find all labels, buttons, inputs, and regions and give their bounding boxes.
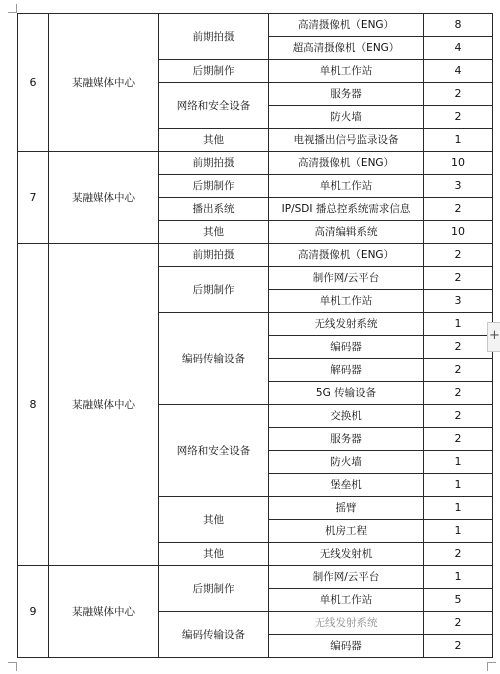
category-cell: 其他: [159, 497, 269, 543]
category-cell: 后期制作: [159, 60, 269, 83]
quantity-cell: 1: [424, 313, 493, 336]
category-cell: 网络和安全设备: [159, 83, 269, 129]
equipment-name-cell: 高清编辑系统: [269, 221, 424, 244]
equipment-name-cell: 电视播出信号监录设备: [269, 129, 424, 152]
equipment-name-cell: 5G 传输设备: [269, 382, 424, 405]
category-cell: 其他: [159, 221, 269, 244]
row-index-cell: 6: [18, 14, 49, 152]
equipment-name-cell: 高清摄像机（ENG）: [269, 14, 424, 37]
equipment-name-cell: 制作网/云平台: [269, 267, 424, 290]
quantity-cell: 1: [424, 520, 493, 543]
quantity-cell: 4: [424, 37, 493, 60]
equipment-name-cell: 编码器: [269, 336, 424, 359]
equipment-name-cell: 高清摄像机（ENG）: [269, 244, 424, 267]
category-cell: 编码传输设备: [159, 612, 269, 658]
quantity-cell: 2: [424, 612, 493, 635]
page-corner-mark: [8, 662, 17, 671]
page-corner-mark: [8, 4, 17, 13]
equipment-name-cell: 堡垒机: [269, 474, 424, 497]
plus-icon: +: [489, 328, 500, 343]
quantity-cell: 1: [424, 566, 493, 589]
table-row: [18, 566, 493, 589]
equipment-name-cell: 防火墙: [269, 106, 424, 129]
row-index-cell: 9: [18, 566, 49, 658]
quantity-cell: 5: [424, 589, 493, 612]
category-cell: 播出系统: [159, 198, 269, 221]
quantity-cell: 4: [424, 60, 493, 83]
page-corner-mark: [487, 662, 496, 671]
equipment-name-cell: 高清摄像机（ENG）: [269, 152, 424, 175]
quantity-cell: 1: [424, 129, 493, 152]
equipment-name-cell: 超高清摄像机（ENG）: [269, 37, 424, 60]
quantity-cell: 2: [424, 405, 493, 428]
organization-cell: 某融媒体中心: [49, 14, 159, 152]
quantity-cell: 2: [424, 543, 493, 566]
equipment-name-cell: 无线发射系统: [269, 612, 424, 635]
table-row: [18, 244, 493, 267]
quantity-cell: 2: [424, 359, 493, 382]
quantity-cell: 3: [424, 290, 493, 313]
row-index-cell: 8: [18, 244, 49, 566]
quantity-cell: 2: [424, 83, 493, 106]
quantity-cell: 2: [424, 198, 493, 221]
equipment-name-cell: 服务器: [269, 428, 424, 451]
equipment-name-cell: 交换机: [269, 405, 424, 428]
quantity-cell: 2: [424, 382, 493, 405]
quantity-cell: 1: [424, 451, 493, 474]
quantity-cell: 1: [424, 497, 493, 520]
row-index-cell: 7: [18, 152, 49, 244]
organization-cell: 某融媒体中心: [49, 152, 159, 244]
category-cell: 后期制作: [159, 566, 269, 612]
organization-cell: 某融媒体中心: [49, 244, 159, 566]
equipment-name-cell: 单机工作站: [269, 175, 424, 198]
table-row: [18, 152, 493, 175]
equipment-name-cell: 解码器: [269, 359, 424, 382]
equipment-name-cell: 单机工作站: [269, 589, 424, 612]
quantity-cell: 10: [424, 152, 493, 175]
equipment-name-cell: 摇臂: [269, 497, 424, 520]
quantity-cell: 10: [424, 221, 493, 244]
category-cell: 其他: [159, 543, 269, 566]
equipment-name-cell: 无线发射机: [269, 543, 424, 566]
category-cell: 前期拍摄: [159, 14, 269, 60]
equipment-name-cell: 单机工作站: [269, 60, 424, 83]
category-cell: 前期拍摄: [159, 152, 269, 175]
equipment-table: [17, 13, 493, 658]
quantity-cell: 2: [424, 267, 493, 290]
equipment-name-cell: 单机工作站: [269, 290, 424, 313]
category-cell: 编码传输设备: [159, 313, 269, 405]
quantity-cell: 2: [424, 244, 493, 267]
category-cell: 前期拍摄: [159, 244, 269, 267]
category-cell: 后期制作: [159, 267, 269, 313]
table-row: [18, 14, 493, 37]
quantity-cell: 2: [424, 106, 493, 129]
quantity-cell: 1: [424, 474, 493, 497]
equipment-name-cell: 机房工程: [269, 520, 424, 543]
quantity-cell: 2: [424, 428, 493, 451]
category-cell: 网络和安全设备: [159, 405, 269, 497]
quantity-cell: 2: [424, 635, 493, 658]
category-cell: 其他: [159, 129, 269, 152]
category-cell: 后期制作: [159, 175, 269, 198]
equipment-name-cell: 服务器: [269, 83, 424, 106]
equipment-name-cell: 制作网/云平台: [269, 566, 424, 589]
organization-cell: 某融媒体中心: [49, 566, 159, 658]
equipment-name-cell: IP/SDI 播总控系统需求信息: [269, 198, 424, 221]
add-panel-tab[interactable]: [487, 322, 500, 352]
equipment-name-cell: 编码器: [269, 635, 424, 658]
quantity-cell: 3: [424, 175, 493, 198]
equipment-name-cell: 防火墙: [269, 451, 424, 474]
quantity-cell: 2: [424, 336, 493, 359]
quantity-cell: 8: [424, 14, 493, 37]
equipment-name-cell: 无线发射系统: [269, 313, 424, 336]
